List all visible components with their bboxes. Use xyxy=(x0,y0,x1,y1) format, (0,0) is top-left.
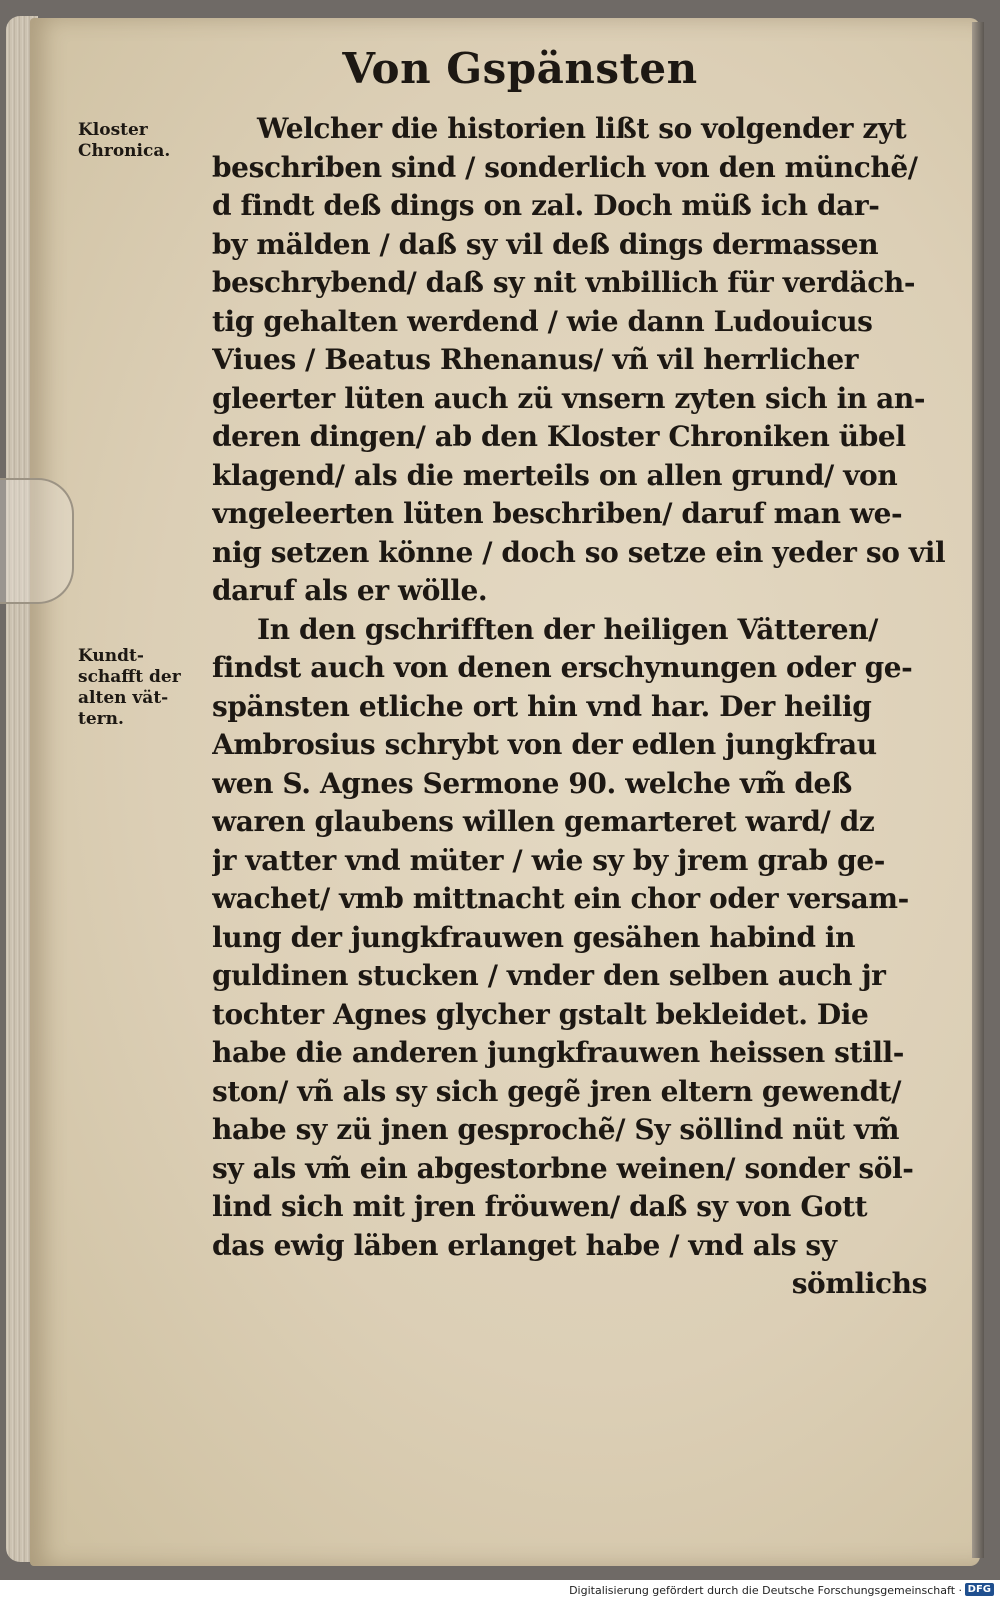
text-line: wen S. Agnes Sermone 90. welche vm̃ deß xyxy=(212,766,852,800)
text-line: by mälden / daß sy vil deß dings dermassen xyxy=(212,227,879,261)
marginal-note-line: Kundt- xyxy=(78,646,144,666)
marginal-note-line: tern. xyxy=(78,709,124,729)
footer-credit: Digitalisierung gefördert durch die Deutsche Forschungsgemeinschaft · xyxy=(569,1584,962,1597)
footer-bar xyxy=(0,1580,1000,1603)
text-line: nig setzen könne / doch so setze ein yeder so vil xyxy=(212,535,946,569)
page-clip xyxy=(0,478,74,604)
text-line: Ambrosius schrybt von der edlen jungkfrau xyxy=(212,728,877,761)
marginal-note-line: alten vät- xyxy=(78,688,169,708)
text-line: In den gschrifften der heiligen Vätteren/ xyxy=(257,612,878,646)
text-line: klagend/ als die merteils on allen grund/ von xyxy=(212,458,898,492)
text-line: sy als vm̃ ein abgestorbne weinen/ sonder söl- xyxy=(212,1151,914,1185)
marginal-note-line: schafft der xyxy=(78,667,181,687)
text-line: daruf als er wölle. xyxy=(212,574,488,607)
marginal-note-line: Kloster xyxy=(78,120,148,140)
text-line: deren dingen/ ab den Kloster Chroniken übel xyxy=(212,420,906,453)
marginal-note-kundtschafft xyxy=(78,646,228,730)
marginal-note-kloster-chronica xyxy=(78,120,228,162)
text-line: tochter Agnes glycher gstalt bekleidet. Die xyxy=(212,997,869,1031)
catchword: sömlichs xyxy=(791,1267,927,1300)
text-line: habe die anderen jungkfrauwen heissen still- xyxy=(212,1036,905,1069)
text-line: Viues / Beatus Rhenanus/ vñ vil herrlicher xyxy=(212,343,859,376)
page-right-edge-shadow xyxy=(972,22,984,1558)
text-line: d findt deß dings on zal. Doch müß ich dar- xyxy=(212,189,880,222)
text-line: tig gehalten werdend / wie dann Ludouicus xyxy=(212,304,873,338)
text-line: wachet/ vmb mittnacht ein chor oder versam- xyxy=(212,882,909,915)
text-line: waren glaubens willen gemarteret ward/ dz xyxy=(212,805,875,838)
dfg-logo: DFG xyxy=(965,1583,994,1596)
text-line: vngeleerten lüten beschriben/ daruf man we- xyxy=(212,497,903,530)
text-line: gleerter lüten auch zü vnsern zyten sich in an- xyxy=(212,381,926,415)
text-line: beschriben sind / sonderlich von den münchẽ/ xyxy=(212,150,918,184)
text-line: beschrybend/ daß sy nit vnbillich für verdäch- xyxy=(212,266,916,299)
marginal-note-line: Chronica. xyxy=(78,141,171,161)
running-heading: Von Gspänsten xyxy=(342,44,698,93)
text-line: lung der jungkfrauwen gesähen habind in xyxy=(212,920,856,954)
text-line: guldinen stucken / vnder den selben auch jr xyxy=(212,959,886,992)
text-line: lind sich mit jren fröuwen/ daß sy von Gott xyxy=(212,1190,868,1223)
body-text xyxy=(212,110,947,1304)
text-line: ston/ vñ als sy sich gegẽ jren eltern gewendt/ xyxy=(212,1074,902,1108)
text-line: spänsten etliche ort hin vnd har. Der heilig xyxy=(212,689,872,723)
text-line: das ewig läben erlanget habe / vnd als sy xyxy=(212,1228,837,1262)
text-line: jr vatter vnd müter / wie sy by jrem grab ge- xyxy=(212,843,885,877)
text-line: findst auch von denen erschynungen oder ge- xyxy=(212,651,913,684)
text-line: Welcher die historien lißt so volgender zyt xyxy=(257,112,907,145)
text-line: habe sy zü jnen gesprochẽ/ Sy söllind nüt vm̃ xyxy=(212,1113,900,1146)
